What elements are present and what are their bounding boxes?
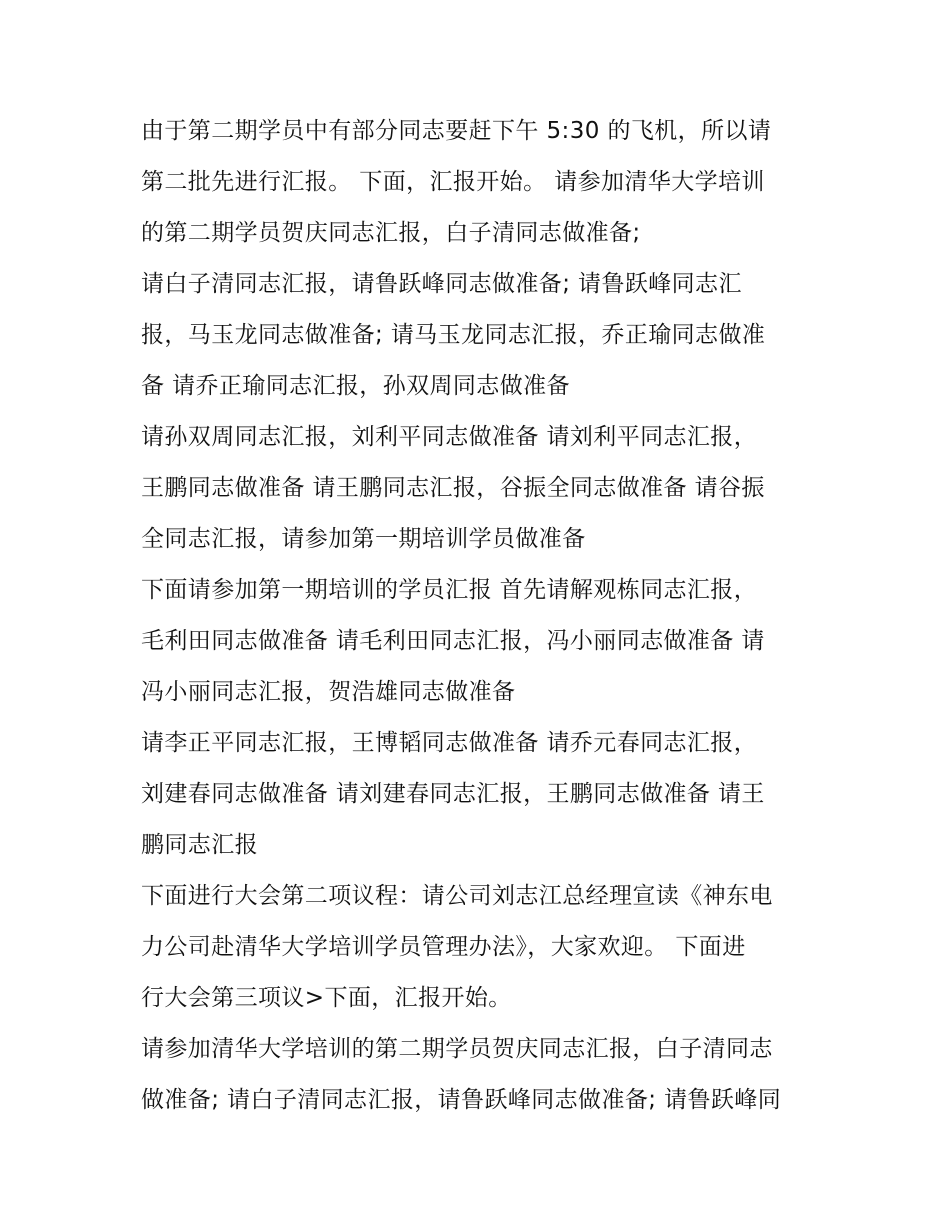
text-line: 冯小丽同志汇报，贺浩雄同志做准备	[141, 679, 516, 705]
text-line: 请李正平同志汇报，王博韬同志做准备 请乔元春同志汇报，	[141, 730, 758, 756]
text-line: 刘建春同志做准备 请刘建春同志汇报，王鹏同志做准备 请王	[141, 781, 765, 807]
text-line: 下面进行大会第二项议程：请公司刘志江总经理宣读《神东电	[141, 883, 773, 909]
text-line: 备 请乔正瑜同志汇报，孙双周同志做准备	[141, 373, 570, 399]
text-line: 力公司赴清华大学培训学员管理办法》，大家欢迎。 下面进	[141, 934, 746, 960]
text-line: 第二批先进行汇报。 下面，汇报开始。 请参加清华大学培训	[141, 169, 765, 195]
text-line: 鹏同志汇报	[141, 832, 258, 858]
text-line: 请参加清华大学培训的第二期学员贺庆同志汇报，白子清同志	[141, 1036, 773, 1062]
text-line: 的第二期学员贺庆同志汇报，白子清同志做准备;	[141, 220, 641, 246]
text-line: 毛利田同志做准备 请毛利田同志汇报，冯小丽同志做准备 请	[141, 628, 765, 654]
text-line: 请白子清同志汇报，请鲁跃峰同志做准备; 请鲁跃峰同志汇	[141, 271, 742, 297]
text-line: 做准备; 请白子清同志汇报，请鲁跃峰同志做准备; 请鲁跃峰同	[141, 1087, 782, 1113]
text-line: 下面请参加第一期培训的学员汇报 首先请解观栋同志汇报，	[141, 577, 758, 603]
text-line: 请孙双周同志汇报，刘利平同志做准备 请刘利平同志汇报，	[141, 424, 758, 450]
text-line: 全同志汇报，请参加第一期培训学员做准备	[141, 526, 586, 552]
text-line: 王鹏同志做准备 请王鹏同志汇报，谷振全同志做准备 请谷振	[141, 475, 765, 501]
document-body	[141, 106, 831, 1126]
text-line: 行大会第三项议>下面，汇报开始。	[141, 985, 512, 1011]
text-line: 报，马玉龙同志做准备; 请马玉龙同志汇报，乔正瑜同志做准	[141, 322, 766, 348]
text-line: 由于第二期学员中有部分同志要赶下午 5:30 的飞机，所以请	[141, 118, 772, 144]
